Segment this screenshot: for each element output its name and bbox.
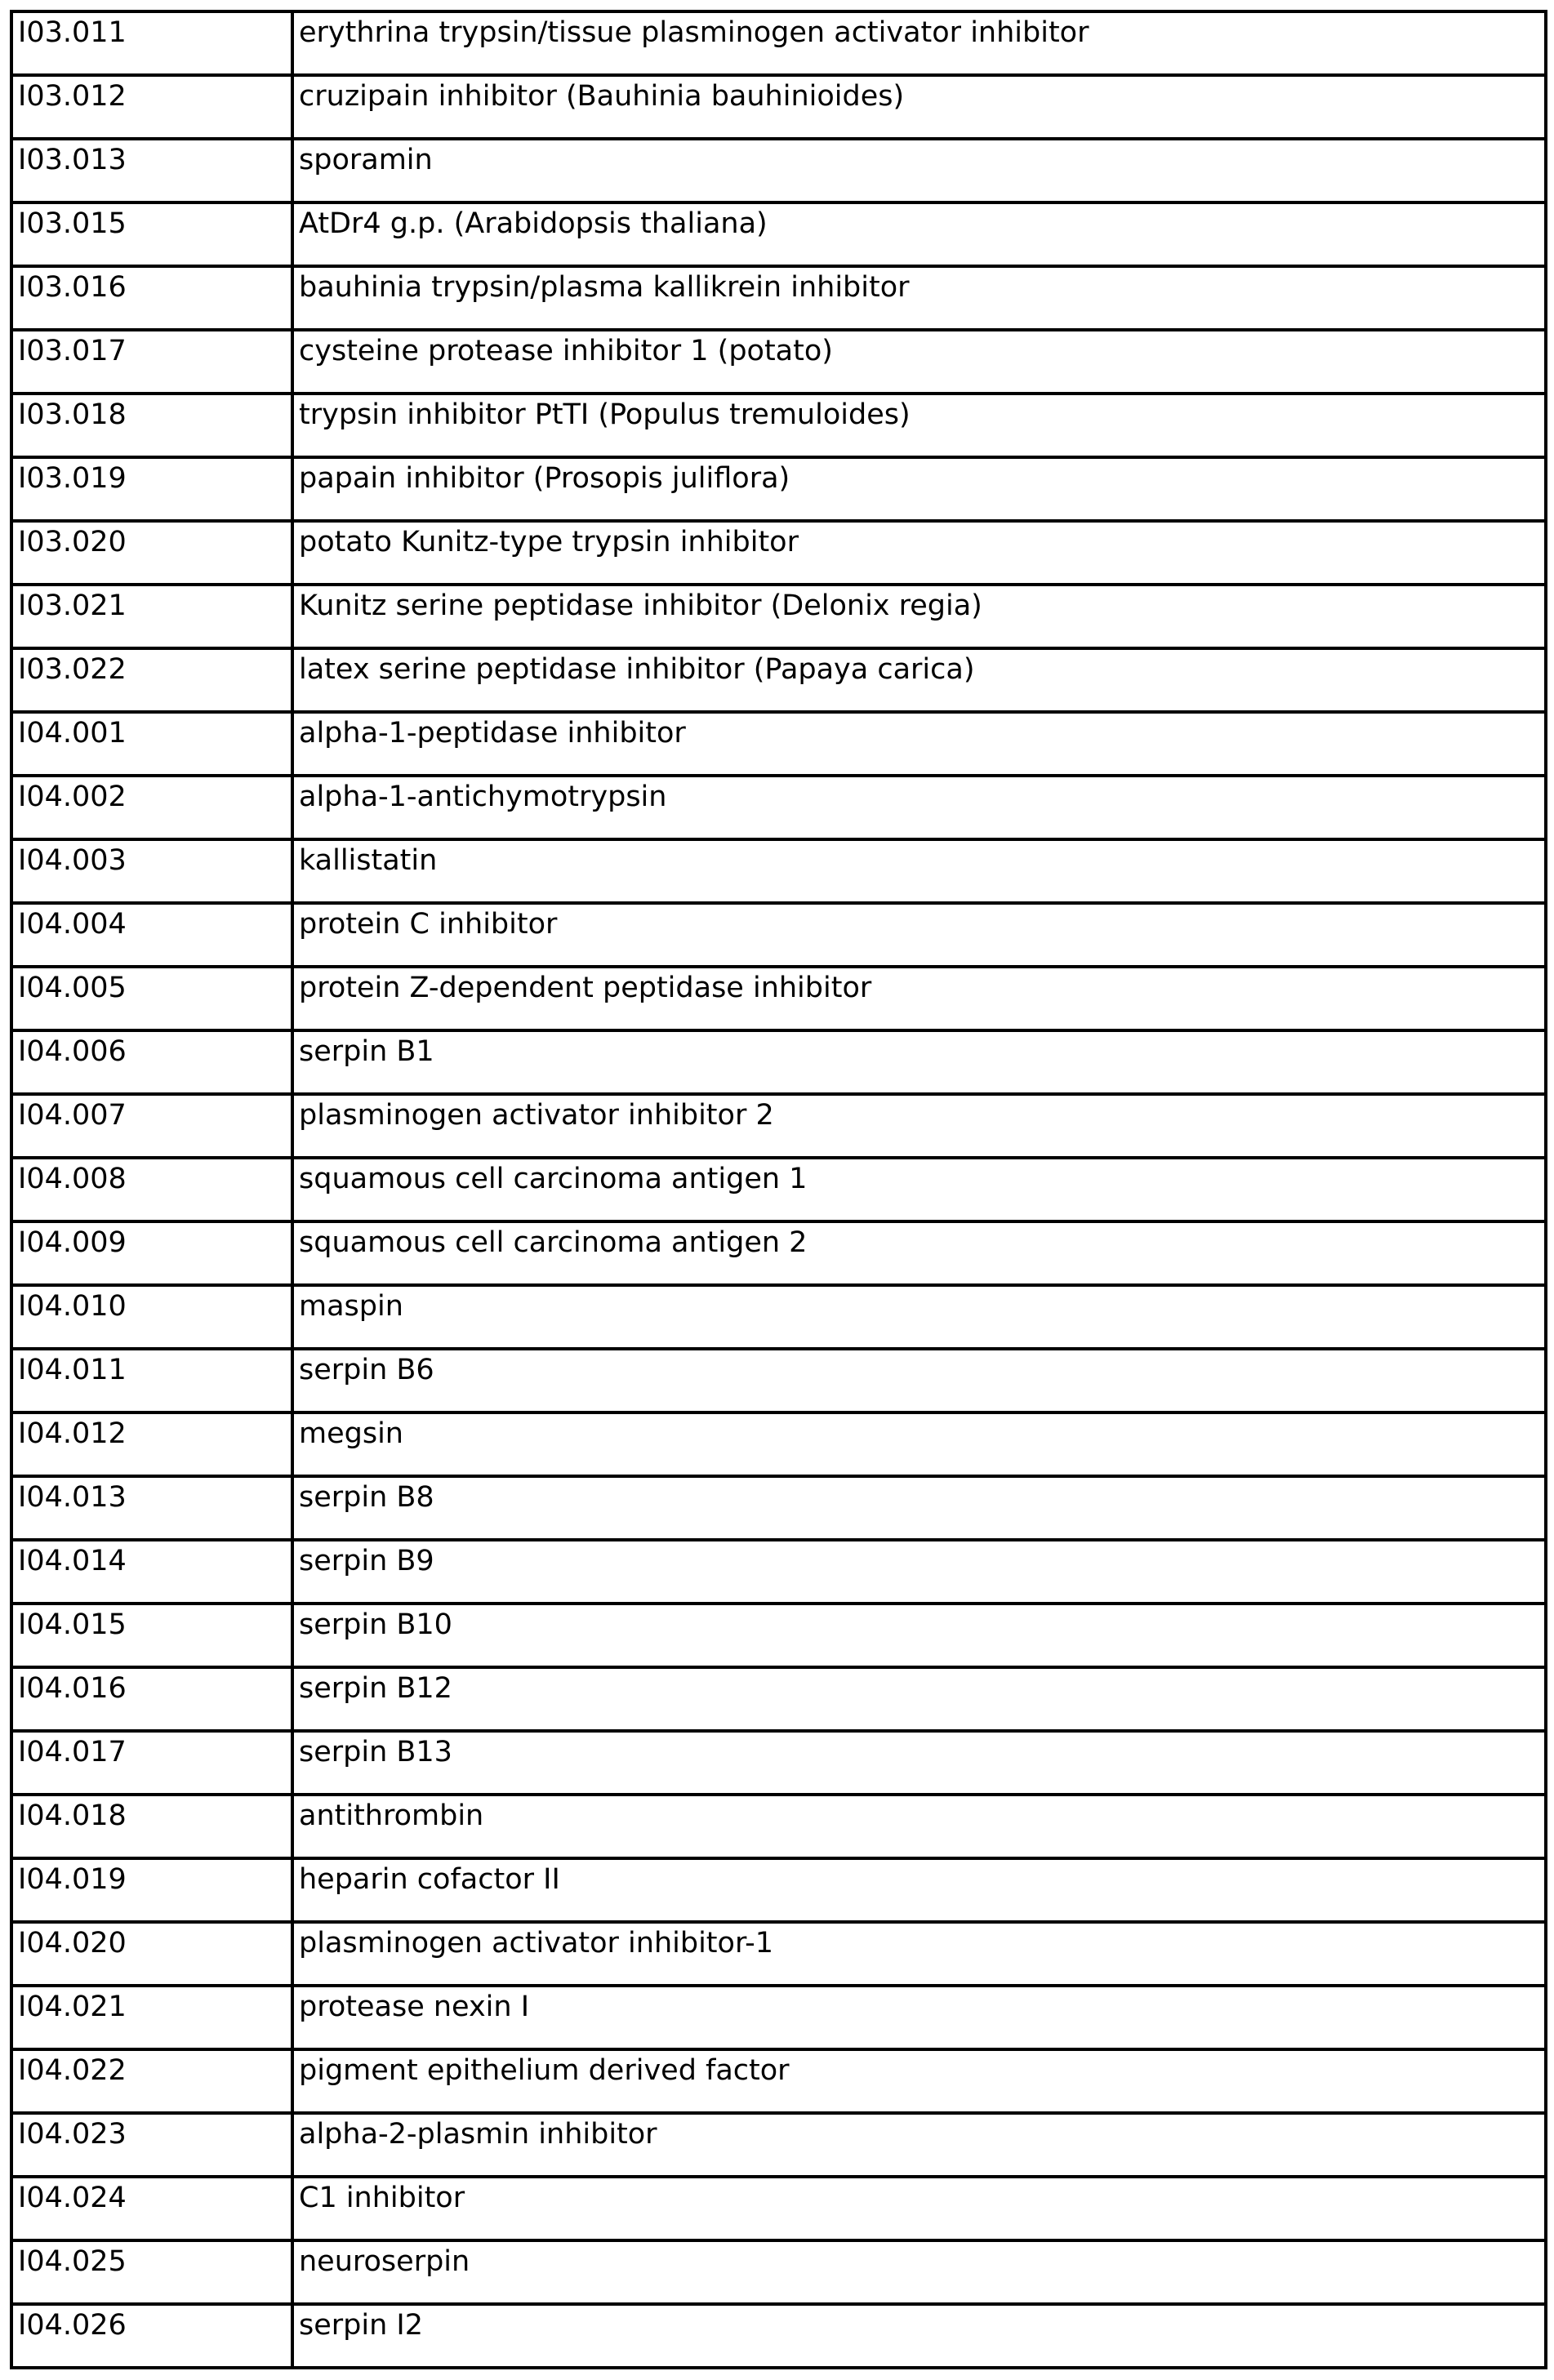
name-cell: papain inhibitor (Prosopis juliflora) [292, 457, 1546, 521]
name-cell: serpin I2 [292, 2304, 1546, 2368]
code-cell: I04.016 [11, 1667, 292, 1731]
code-cell: I03.017 [11, 330, 292, 394]
table-row [11, 1922, 1546, 1986]
code-cell: I03.011 [11, 11, 292, 75]
name-cell: sporamin [292, 139, 1546, 202]
table-row [11, 1858, 1546, 1922]
name-cell: AtDr4 g.p. (Arabidopsis thaliana) [292, 202, 1546, 266]
code-cell: I04.020 [11, 1922, 292, 1986]
table-row [11, 1731, 1546, 1795]
code-cell: I03.021 [11, 585, 292, 648]
name-cell: cruzipain inhibitor (Bauhinia bauhinioides) [292, 75, 1546, 139]
table-row [11, 967, 1546, 1030]
name-cell: squamous cell carcinoma antigen 2 [292, 1221, 1546, 1285]
table-row [11, 1667, 1546, 1731]
name-cell: serpin B1 [292, 1030, 1546, 1094]
code-cell: I04.009 [11, 1221, 292, 1285]
code-cell: I04.003 [11, 839, 292, 903]
name-cell: alpha-2-plasmin inhibitor [292, 2113, 1546, 2177]
code-cell: I04.011 [11, 1349, 292, 1412]
code-cell: I04.001 [11, 712, 292, 776]
name-cell: alpha-1-peptidase inhibitor [292, 712, 1546, 776]
table-row [11, 1986, 1546, 2049]
code-cell: I03.016 [11, 266, 292, 330]
name-cell: alpha-1-antichymotrypsin [292, 776, 1546, 839]
table-row [11, 2113, 1546, 2177]
name-cell: serpin B8 [292, 1476, 1546, 1540]
name-cell: cysteine protease inhibitor 1 (potato) [292, 330, 1546, 394]
code-cell: I04.019 [11, 1858, 292, 1922]
code-cell: I04.022 [11, 2049, 292, 2113]
table-row [11, 1412, 1546, 1476]
name-cell: neuroserpin [292, 2240, 1546, 2304]
name-cell: squamous cell carcinoma antigen 1 [292, 1158, 1546, 1221]
code-cell: I04.023 [11, 2113, 292, 2177]
table-row [11, 2177, 1546, 2240]
table-row [11, 903, 1546, 967]
table-row [11, 1540, 1546, 1604]
name-cell: kallistatin [292, 839, 1546, 903]
code-cell: I03.012 [11, 75, 292, 139]
table-row [11, 839, 1546, 903]
table-row [11, 457, 1546, 521]
table-row [11, 1285, 1546, 1349]
table-row [11, 330, 1546, 394]
name-cell: antithrombin [292, 1795, 1546, 1858]
table-body [11, 11, 1546, 2368]
name-cell: serpin B10 [292, 1604, 1546, 1667]
code-cell: I04.017 [11, 1731, 292, 1795]
table-row [11, 1349, 1546, 1412]
code-cell: I03.019 [11, 457, 292, 521]
name-cell: bauhinia trypsin/plasma kallikrein inhibitor [292, 266, 1546, 330]
table-row [11, 712, 1546, 776]
name-cell: megsin [292, 1412, 1546, 1476]
inhibitor-table [10, 10, 1547, 2369]
table-row [11, 1030, 1546, 1094]
table-row [11, 11, 1546, 75]
name-cell: C1 inhibitor [292, 2177, 1546, 2240]
code-cell: I04.008 [11, 1158, 292, 1221]
name-cell: pigment epithelium derived factor [292, 2049, 1546, 2113]
code-cell: I04.005 [11, 967, 292, 1030]
table-row [11, 394, 1546, 457]
name-cell: Kunitz serine peptidase inhibitor (Delonix regia) [292, 585, 1546, 648]
table-row [11, 1094, 1546, 1158]
code-cell: I03.013 [11, 139, 292, 202]
name-cell: protein C inhibitor [292, 903, 1546, 967]
table-row [11, 2304, 1546, 2368]
name-cell: serpin B6 [292, 1349, 1546, 1412]
name-cell: plasminogen activator inhibitor 2 [292, 1094, 1546, 1158]
code-cell: I04.026 [11, 2304, 292, 2368]
name-cell: erythrina trypsin/tissue plasminogen activator inhibitor [292, 11, 1546, 75]
name-cell: latex serine peptidase inhibitor (Papaya carica) [292, 648, 1546, 712]
table-row [11, 776, 1546, 839]
name-cell: serpin B13 [292, 1731, 1546, 1795]
code-cell: I04.024 [11, 2177, 292, 2240]
code-cell: I04.021 [11, 1986, 292, 2049]
code-cell: I03.015 [11, 202, 292, 266]
name-cell: protein Z-dependent peptidase inhibitor [292, 967, 1546, 1030]
code-cell: I04.014 [11, 1540, 292, 1604]
table-row [11, 139, 1546, 202]
name-cell: maspin [292, 1285, 1546, 1349]
name-cell: potato Kunitz-type trypsin inhibitor [292, 521, 1546, 585]
table-row [11, 1158, 1546, 1221]
code-cell: I04.002 [11, 776, 292, 839]
code-cell: I04.015 [11, 1604, 292, 1667]
name-cell: heparin cofactor II [292, 1858, 1546, 1922]
name-cell: plasminogen activator inhibitor-1 [292, 1922, 1546, 1986]
code-cell: I03.020 [11, 521, 292, 585]
name-cell: protease nexin I [292, 1986, 1546, 2049]
table-row [11, 2240, 1546, 2304]
code-cell: I04.007 [11, 1094, 292, 1158]
table-row [11, 75, 1546, 139]
code-cell: I03.022 [11, 648, 292, 712]
code-cell: I04.004 [11, 903, 292, 967]
code-cell: I04.012 [11, 1412, 292, 1476]
name-cell: serpin B9 [292, 1540, 1546, 1604]
code-cell: I04.018 [11, 1795, 292, 1858]
code-cell: I04.006 [11, 1030, 292, 1094]
table-row [11, 266, 1546, 330]
code-cell: I04.025 [11, 2240, 292, 2304]
table-row [11, 1604, 1546, 1667]
table-row [11, 521, 1546, 585]
table-row [11, 1221, 1546, 1285]
table-row [11, 1795, 1546, 1858]
code-cell: I03.018 [11, 394, 292, 457]
table-row [11, 1476, 1546, 1540]
table-row [11, 202, 1546, 266]
table-row [11, 648, 1546, 712]
name-cell: trypsin inhibitor PtTI (Populus tremuloides) [292, 394, 1546, 457]
table-row [11, 2049, 1546, 2113]
name-cell: serpin B12 [292, 1667, 1546, 1731]
table-row [11, 585, 1546, 648]
code-cell: I04.010 [11, 1285, 292, 1349]
code-cell: I04.013 [11, 1476, 292, 1540]
